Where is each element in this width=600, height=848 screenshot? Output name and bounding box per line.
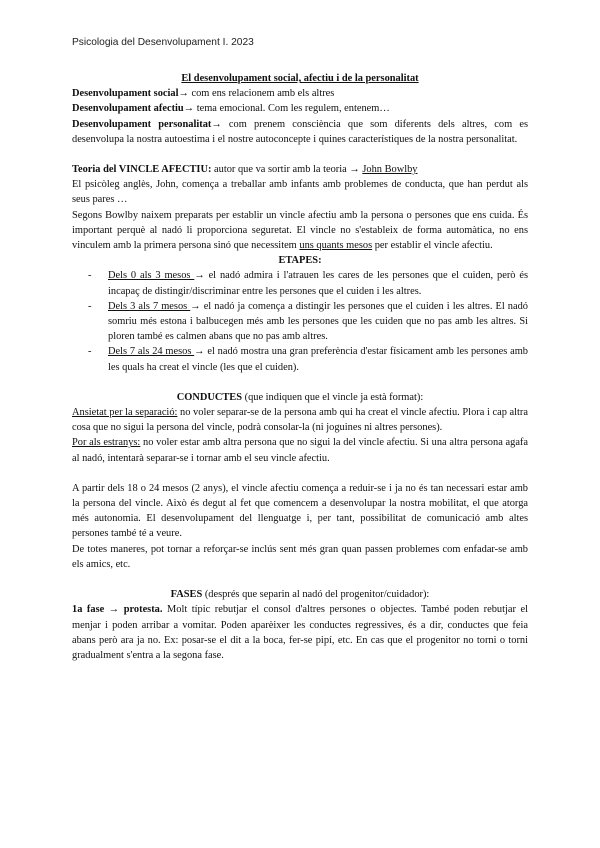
theory-intro: autor que va sortir amb la teoria → <box>211 164 363 176</box>
phase-1-text: Molt típic rebutjar el consol d'altres persones o objectes. També poden rebutjar el menjar i poden arribar a vomitar. Poden aparèixer les conductes regressives, és a dir, conductes que feia abans però ara ja no. Ex: posar-se el dit a la boca, fer-se pipí, etc. En cas que el progenitor no torni o torni gradualment s'entra a la segona fase. <box>72 604 528 661</box>
stage-text: → el nadó mostra una gran preferència d'estar físicament amb les persones amb les quals ha creat el vincle (les que el cuiden). <box>108 346 529 373</box>
conduct-stranger-fear <box>72 435 528 465</box>
definition-term: Desenvolupament social <box>72 88 179 100</box>
definition-term: Desenvolupament afectiu <box>72 103 184 115</box>
conduct-label: Ansietat per la separació: <box>72 407 178 419</box>
theory-p2-end: per establir el vincle afectiu. <box>372 240 493 252</box>
paragraph-18-months: A partir dels 18 o 24 mesos (2 anys), el vincle afectiu comença a reduir-se i ja no és tan necessari estar amb la persona del vincle. Això és degut al fet que comencem a desenvolupar la nostra mobilitat, el que atorga més autonomia. El desenvolupament del llenguatge i, per tant, possibilitat de comunicació amb altes persones també té a veure. <box>72 482 528 540</box>
conduct-label: Por als estranys: <box>72 437 141 449</box>
definition-affective <box>72 101 528 116</box>
paragraph-reinforcement: De totes maneres, pot tornar a reforçar-se inclús sent més gran quan passen problemes com enfadar-se amb els amics, etc. <box>72 543 528 570</box>
phase-1-label: 1a fase → protesta. <box>72 604 163 616</box>
running-header: Psicologia del Desenvolupament I. 2023 <box>72 37 254 48</box>
conducts-heading-note: (que indiquen que el vincle ja està format): <box>242 391 424 403</box>
document-body <box>72 71 528 663</box>
arrow-glyph: → <box>211 118 222 130</box>
phase-1-paragraph <box>72 602 528 663</box>
conduct-text: no voler estar amb altra persona que no sigui la del vincle afectiu. Si una altra persona agafa al nadó, intentarà separar-se i tornar amb el seu vincle afectiu. <box>72 437 529 464</box>
theory-paragraph-1: El psicòleg anglès, John, comença a treballar amb infants amb problemes de conducta, que han perdut als seus pares … <box>72 179 528 206</box>
phases-heading-line <box>72 587 528 602</box>
arrow-glyph: → <box>183 103 195 115</box>
conduct-text: no voler separar-se de la persona amb qui ha creat el vincle afectiu. Plora i cap altra cosa que no sigui la persona del vincle, podrà consolar-la (ni joguines ni altres persones). <box>72 407 528 434</box>
theory-paragraph-2 <box>72 208 528 254</box>
theory-p2-underlined: uns quants mesos <box>299 240 373 252</box>
stage-period: Dels 0 als 3 mesos <box>108 270 195 282</box>
conducts-heading-line <box>72 390 528 405</box>
phases-heading: FASES <box>170 589 203 601</box>
stages-list <box>72 268 528 374</box>
stage-text: → el nadó admira i l'atrauen les cares de les persones que el cuiden, però és incapaç de distingir/discriminar entre les persones que el cuiden i les altres. <box>108 270 529 297</box>
definition-text: com ens relacionem amb els altres <box>188 88 335 100</box>
stages-heading: ETAPES: <box>278 255 322 267</box>
stage-item <box>108 299 528 345</box>
conducts-heading: CONDUCTES <box>176 391 243 403</box>
theory-author: John Bowlby <box>362 164 418 176</box>
definition-term: Desenvolupament personalitat <box>72 118 212 130</box>
stage-text: → el nadó ja comença a distingir les persones que el cuiden i les altres. El nadó somriu més estona i balbucegen més amb les persones que les cuiden que no pas amb les altres. Si ploren també es calmen abans que no pas amb altres. <box>108 300 528 343</box>
definition-personality <box>72 117 528 147</box>
theory-heading: Teoria del VINCLE AFECTIU: <box>72 164 212 176</box>
theory-heading-line <box>72 162 528 177</box>
arrow-glyph: → <box>178 88 189 100</box>
stage-period: Dels 3 als 7 mesos <box>108 300 191 312</box>
phases-heading-note: (després que separin al nadó del progenitor/cuidador): <box>202 589 430 601</box>
conduct-separation-anxiety <box>72 405 528 435</box>
definition-social <box>72 86 528 101</box>
document-title: El desenvolupament social, afectiu i de la personalitat <box>181 73 419 84</box>
definition-text: com prenem consciència que som diferents dels altres, com es desenvolupa la nostra autoestima i el nostre autoconcepte i quines característiques de la nostra personalitat. <box>72 118 528 145</box>
stage-period: Dels 7 als 24 mesos <box>108 346 195 358</box>
theory-p2-text: Segons Bowlby naixem preparats per establir un vincle afectiu amb la persona o persones que ens cuida. És important perquè al nadó li proporciona seguretat. El vincle no s'estableix de forma automàtica, no ens vinculem amb la primera persona sinó que necessitem <box>72 209 528 252</box>
stage-item <box>108 268 528 298</box>
definition-text: tema emocional. Com les regulem, entenem… <box>194 103 390 115</box>
stage-item <box>108 344 528 374</box>
